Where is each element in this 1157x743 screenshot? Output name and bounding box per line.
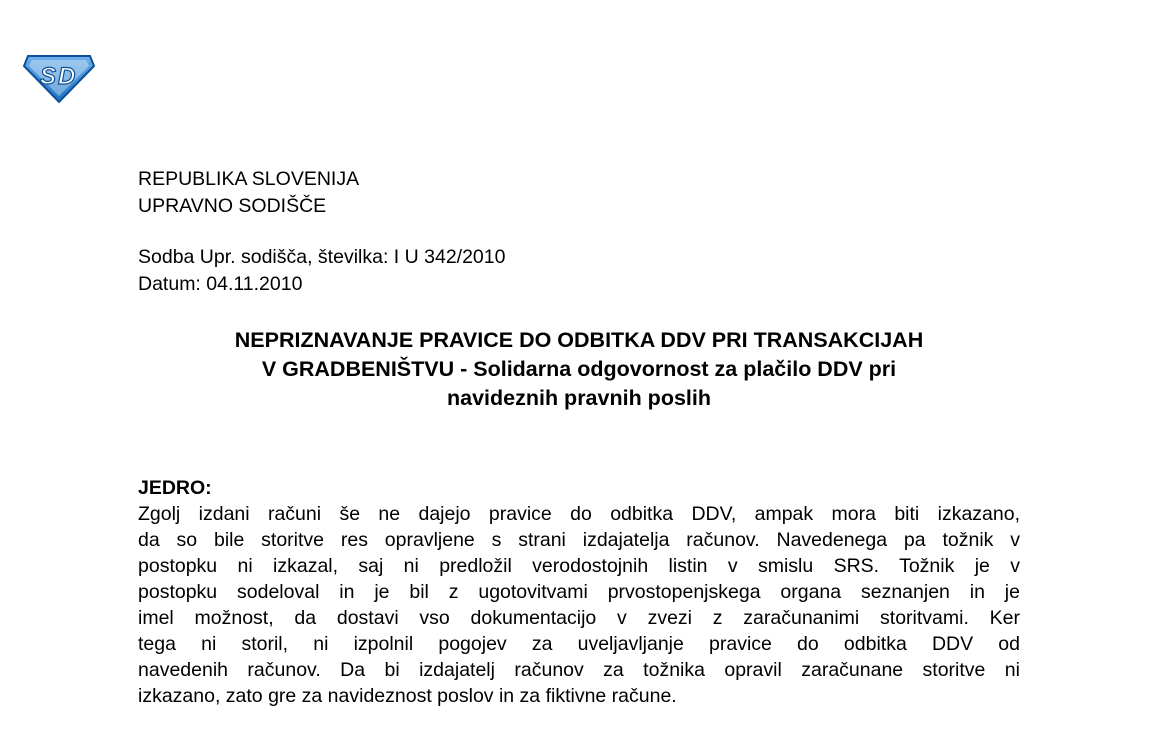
jedro-paragraph [138, 501, 1020, 709]
jedro-line: postopku sodeloval in je bil z ugotovitvami prvostopenjskega organa seznanjen in je [138, 581, 1020, 603]
jedro-line: imel možnost, da dostavi vso dokumentacijo v zvezi z zaračunanimi storitvami. Ker [138, 607, 1020, 629]
title-line-1: NEPRIZNAVANJE PRAVICE DO ODBITKA DDV PRI TRANSAKCIJAH [234, 328, 924, 352]
country-name: REPUBLIKA SLOVENIJA [138, 168, 360, 190]
document-title [138, 326, 1020, 413]
jedro-heading: JEDRO: [138, 477, 212, 499]
court-header [138, 166, 359, 220]
svg-text:D: D [58, 63, 76, 90]
jedro-line: postopku ni izkazal, saj ni predložil verodostojnih listin v smislu SRS. Tožnik je v [138, 555, 1020, 577]
title-line-3: navideznih pravnih poslih [446, 386, 711, 410]
jedro-line: navedenih računov. Da bi izdajatelj računov za tožnika opravil zaračunane storitve ni [138, 659, 1020, 681]
jedro-line: tega ni storil, ni izpolnil pogojev za uveljavljanje pravice do odbitka DDV od [138, 633, 1020, 655]
title-line-2: V GRADBENIŠTVU - Solidarna odgovornost za plačilo DDV pri [261, 357, 897, 381]
svg-text:S: S [40, 63, 57, 90]
court-name: UPRAVNO SODIŠČE [138, 195, 327, 217]
case-number: Sodba Upr. sodišča, številka: I U 342/2010 [138, 246, 506, 268]
sd-logo-icon [22, 50, 96, 104]
case-info [138, 244, 505, 298]
jedro-line: Zgolj izdani računi še ne dajejo pravice do odbitka DDV, ampak mora biti izkazano, [138, 503, 1020, 525]
jedro-line: da so bile storitve res opravljene s strani izdajatelja računov. Navedenega pa tožnik v [138, 529, 1020, 551]
case-date: Datum: 04.11.2010 [138, 273, 303, 295]
jedro-line: izkazano, zato gre za navideznost poslov in za fiktivne račune. [138, 685, 677, 707]
